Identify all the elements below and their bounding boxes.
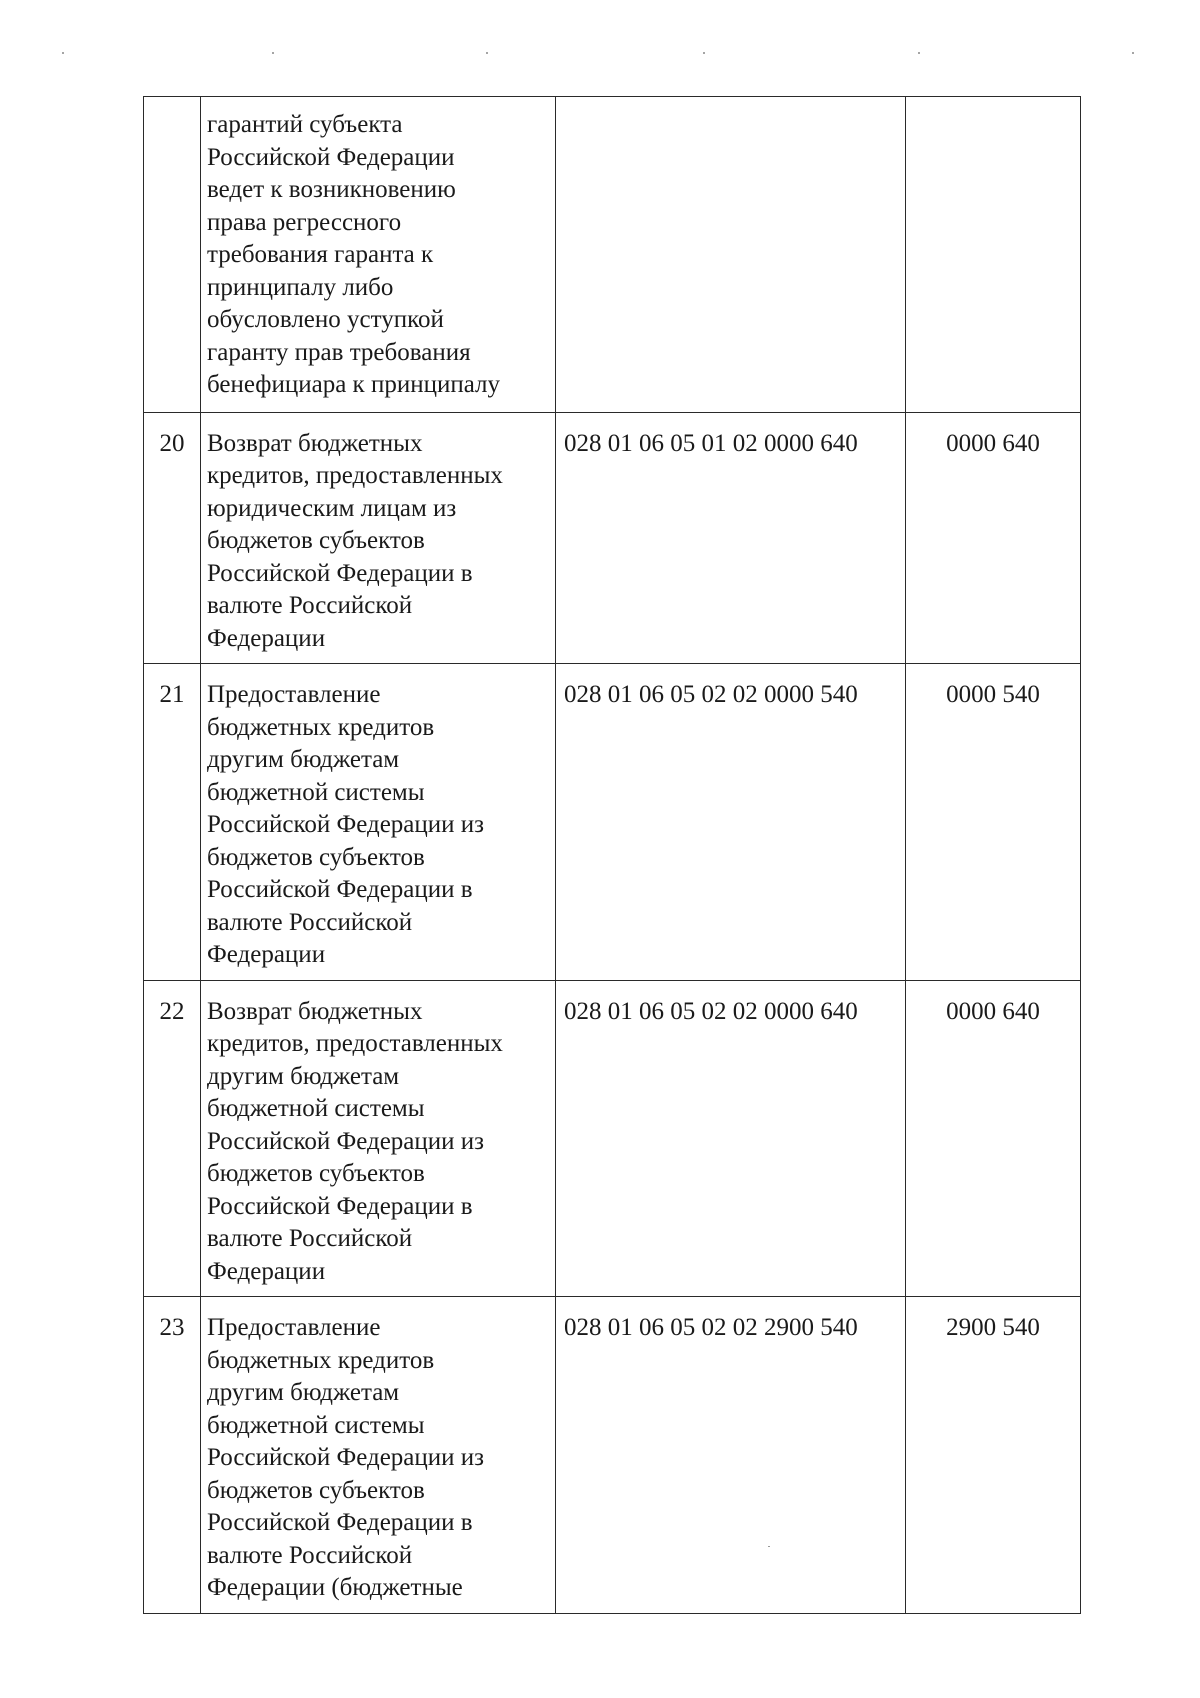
- name-line: обусловлено уступкой: [207, 306, 444, 333]
- row-number-cell: [144, 97, 201, 413]
- name-line: Федерации: [207, 624, 326, 652]
- name-line: кредитов, предоставленных: [207, 1030, 503, 1057]
- name-line: Федерации: [207, 941, 326, 968]
- row-name-cell: [201, 1297, 556, 1614]
- name-line: бюджетов субъектов: [207, 1476, 425, 1504]
- name-line: бюджетной системы: [207, 778, 425, 806]
- scan-speck: [768, 1546, 770, 1547]
- name-line: принципалу либо: [207, 273, 394, 301]
- name-line: бюджетных кредитов: [207, 1346, 435, 1374]
- name-line: бюджетной системы: [207, 1095, 425, 1122]
- row-short-code-cell: 0000 640: [906, 980, 1081, 1297]
- row-number-cell: 22: [144, 980, 201, 1297]
- name-line: Федерации: [207, 1257, 326, 1285]
- name-line: бюджетной системы: [207, 1411, 425, 1439]
- name-line: другим бюджетам: [207, 1379, 400, 1406]
- scan-dot: [703, 52, 705, 54]
- scan-dot: [62, 52, 64, 54]
- name-line: гарантий субъекта: [207, 111, 403, 138]
- name-line: валюте Российской: [207, 592, 413, 619]
- name-line: Возврат бюджетных: [207, 429, 423, 457]
- row-code-cell: [556, 97, 906, 413]
- row-number-cell: 20: [144, 412, 201, 664]
- row-short-code-cell: 2900 540: [906, 1297, 1081, 1614]
- name-line: юридическим лицам из: [207, 494, 457, 522]
- row-short-code-cell: [906, 97, 1081, 413]
- name-line: требования гаранта к: [207, 241, 434, 268]
- name-line: Российской Федерации в: [207, 876, 473, 903]
- name-line: кредитов, предоставленных: [207, 462, 503, 489]
- name-line: Российской Федерации в: [207, 1192, 473, 1220]
- row-name-cell: [201, 664, 556, 981]
- name-line: бюджетов субъектов: [207, 843, 425, 871]
- scan-artifact-dots: [0, 52, 1200, 56]
- name-line: валюте Российской: [207, 1225, 413, 1252]
- row-code-cell: 028 01 06 05 02 02 0000 540: [556, 664, 906, 981]
- row-number-cell: 21: [144, 664, 201, 981]
- name-line: Российской Федерации из: [207, 1444, 485, 1471]
- scan-dot: [1132, 52, 1134, 54]
- budget-codes-table: [143, 96, 1081, 1614]
- name-line: Предоставление: [207, 681, 381, 708]
- name-line: другим бюджетам: [207, 1062, 400, 1090]
- table-row: [144, 980, 1081, 1297]
- row-code-cell: 028 01 06 05 01 02 0000 640: [556, 412, 906, 664]
- name-line: Российской Федерации в: [207, 559, 473, 587]
- name-line: гаранту прав требования: [207, 338, 471, 366]
- table-body: [144, 97, 1081, 1614]
- name-line: Федерации (бюджетные: [207, 1574, 463, 1601]
- name-line: бенефициара к принципалу: [207, 371, 501, 398]
- row-number-cell: 23: [144, 1297, 201, 1614]
- table-row: [144, 664, 1081, 981]
- name-line: бюджетов субъектов: [207, 1160, 425, 1187]
- name-line: ведет к возникновению: [207, 176, 456, 203]
- scan-dot: [918, 52, 920, 54]
- table-row: [144, 412, 1081, 664]
- name-line: валюте Российской: [207, 908, 413, 936]
- row-name-cell: [201, 97, 556, 413]
- name-line: бюджетов субъектов: [207, 527, 425, 554]
- name-line: валюте Российской: [207, 1541, 413, 1569]
- table-row: [144, 97, 1081, 413]
- table-row: [144, 1297, 1081, 1614]
- scan-dot: [486, 52, 488, 54]
- scan-dot: [272, 52, 274, 54]
- name-line: права регрессного: [207, 208, 402, 236]
- name-line: Российской Федерации из: [207, 811, 485, 838]
- row-name-cell: [201, 412, 556, 664]
- row-short-code-cell: 0000 640: [906, 412, 1081, 664]
- name-line: другим бюджетам: [207, 746, 400, 773]
- name-line: Российской Федерации: [207, 143, 455, 171]
- name-line: Предоставление: [207, 1314, 381, 1341]
- row-code-cell: 028 01 06 05 02 02 0000 640: [556, 980, 906, 1297]
- name-line: Российской Федерации в: [207, 1509, 473, 1536]
- name-line: Возврат бюджетных: [207, 997, 423, 1025]
- row-code-cell: 028 01 06 05 02 02 2900 540: [556, 1297, 906, 1614]
- row-short-code-cell: 0000 540: [906, 664, 1081, 981]
- name-line: Российской Федерации из: [207, 1127, 485, 1155]
- name-line: бюджетных кредитов: [207, 713, 435, 741]
- row-name-cell: [201, 980, 556, 1297]
